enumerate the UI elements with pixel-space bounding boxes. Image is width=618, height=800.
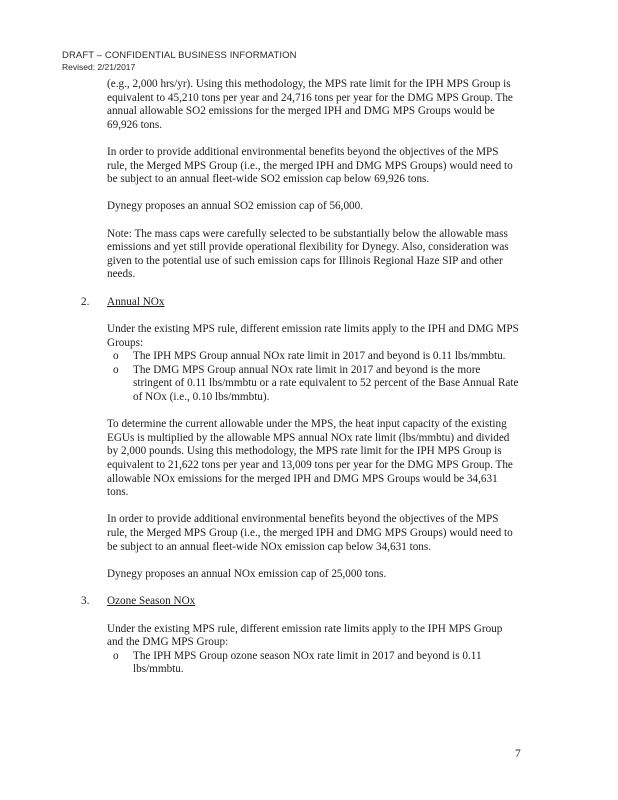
ozone-nox-bullets — [107, 650, 519, 677]
page-number: 7 — [515, 748, 521, 760]
annual-nox-paragraph-1: To determine the current allowable under the MPS, the heat input capacity of the existing EGUs is multiplied by the allowable MPS annual NOx rate limit (lbs/mmbtu) and divided by 2,000 pounds. Using this methodology, the MPS rate limit for the IPH MPS Group is equivalent to 21,622 tons per year and 13,009 tons per year for the DMG MPS Group. The allowable NOx emissions for the merged IPH and DMG MPS Groups would be 34,631 tons. — [107, 418, 513, 499]
section-heading-ozone-season-nox — [81, 594, 519, 609]
so2-proposal: Dynegy proposes an annual SO2 emission cap of 56,000. — [107, 200, 364, 213]
annual-nox-intro: Under the existing MPS rule, different emission rate limits apply to the IPH and DMG MPS Groups: — [107, 323, 519, 349]
document-body — [81, 78, 519, 691]
bullet-icon: o — [113, 363, 119, 376]
bullet-icon: o — [113, 649, 119, 662]
so2-paragraph-2: In order to provide additional environmental benefits beyond the objectives of the MPS rule, the Merged MPS Group (i.e., the merged IPH and DMG MPS Groups) would need to be subject to an annual fleet-wide SO2 emission cap below 69,926 tons. — [107, 145, 513, 186]
section-title: Annual NOx — [107, 295, 165, 308]
ozone-nox-intro: Under the existing MPS rule, different emission rate limits apply to the IPH MPS Group and the DMG MPS Group: — [107, 622, 503, 649]
bullet-icon: o — [113, 350, 119, 363]
annual-nox-paragraph-2: In order to provide additional environmental benefits beyond the objectives of the MPS rule, the Merged MPS Group (i.e., the merged IPH and DMG MPS Groups) would need to be subject to an annual fleet-wide NOx emission cap below 34,631 tons. — [107, 513, 513, 553]
list-item: o The DMG MPS Group annual NOx rate limit in 2017 and beyond is the more stringent of 0.11 lbs/mmbtu or a rate equivalent to 52 percent of the Base Annual Rate of NOx (i.e., 0.10 lbs/mmbtu). — [113, 363, 519, 404]
confidential-label: DRAFT – CONFIDENTIAL BUSINESS INFORMATION — [62, 50, 297, 61]
section-title: Ozone Season NOx — [107, 594, 196, 607]
section-heading-annual-nox — [81, 295, 519, 310]
annual-nox-bullets — [107, 350, 519, 404]
section-number: 2. — [81, 295, 90, 308]
so2-note: Note: The mass caps were carefully selected to be substantially below the allowable mass emissions and yet still provide operational flexibility for Dynegy. Also, consideration was given to the potential use of such emission caps for Illinois Regional Haze SIP and other needs. — [107, 227, 509, 281]
list-item: o The IPH MPS Group ozone season NOx rate limit in 2017 and beyond is 0.11 lbs/mmbtu. — [113, 649, 482, 676]
page-header — [62, 50, 297, 73]
revision-date: Revised: 2/21/2017 — [62, 62, 136, 72]
annual-nox-proposal: Dynegy proposes an annual NOx emission cap of 25,000 tons. — [107, 567, 387, 580]
section-number: 3. — [81, 594, 90, 607]
so2-paragraph-1: (e.g., 2,000 hrs/yr). Using this methodology, the MPS rate limit for the IPH MPS Group is equivalent to 45,210 tons per year and 24,716 tons per year for the DMG MPS Group. The annual allowable SO2 emissions for the merged IPH and DMG MPS Groups would be 69,926 tons. — [107, 78, 513, 131]
list-item: o The IPH MPS Group annual NOx rate limit in 2017 and beyond is 0.11 lbs/mmbtu. — [113, 350, 506, 363]
